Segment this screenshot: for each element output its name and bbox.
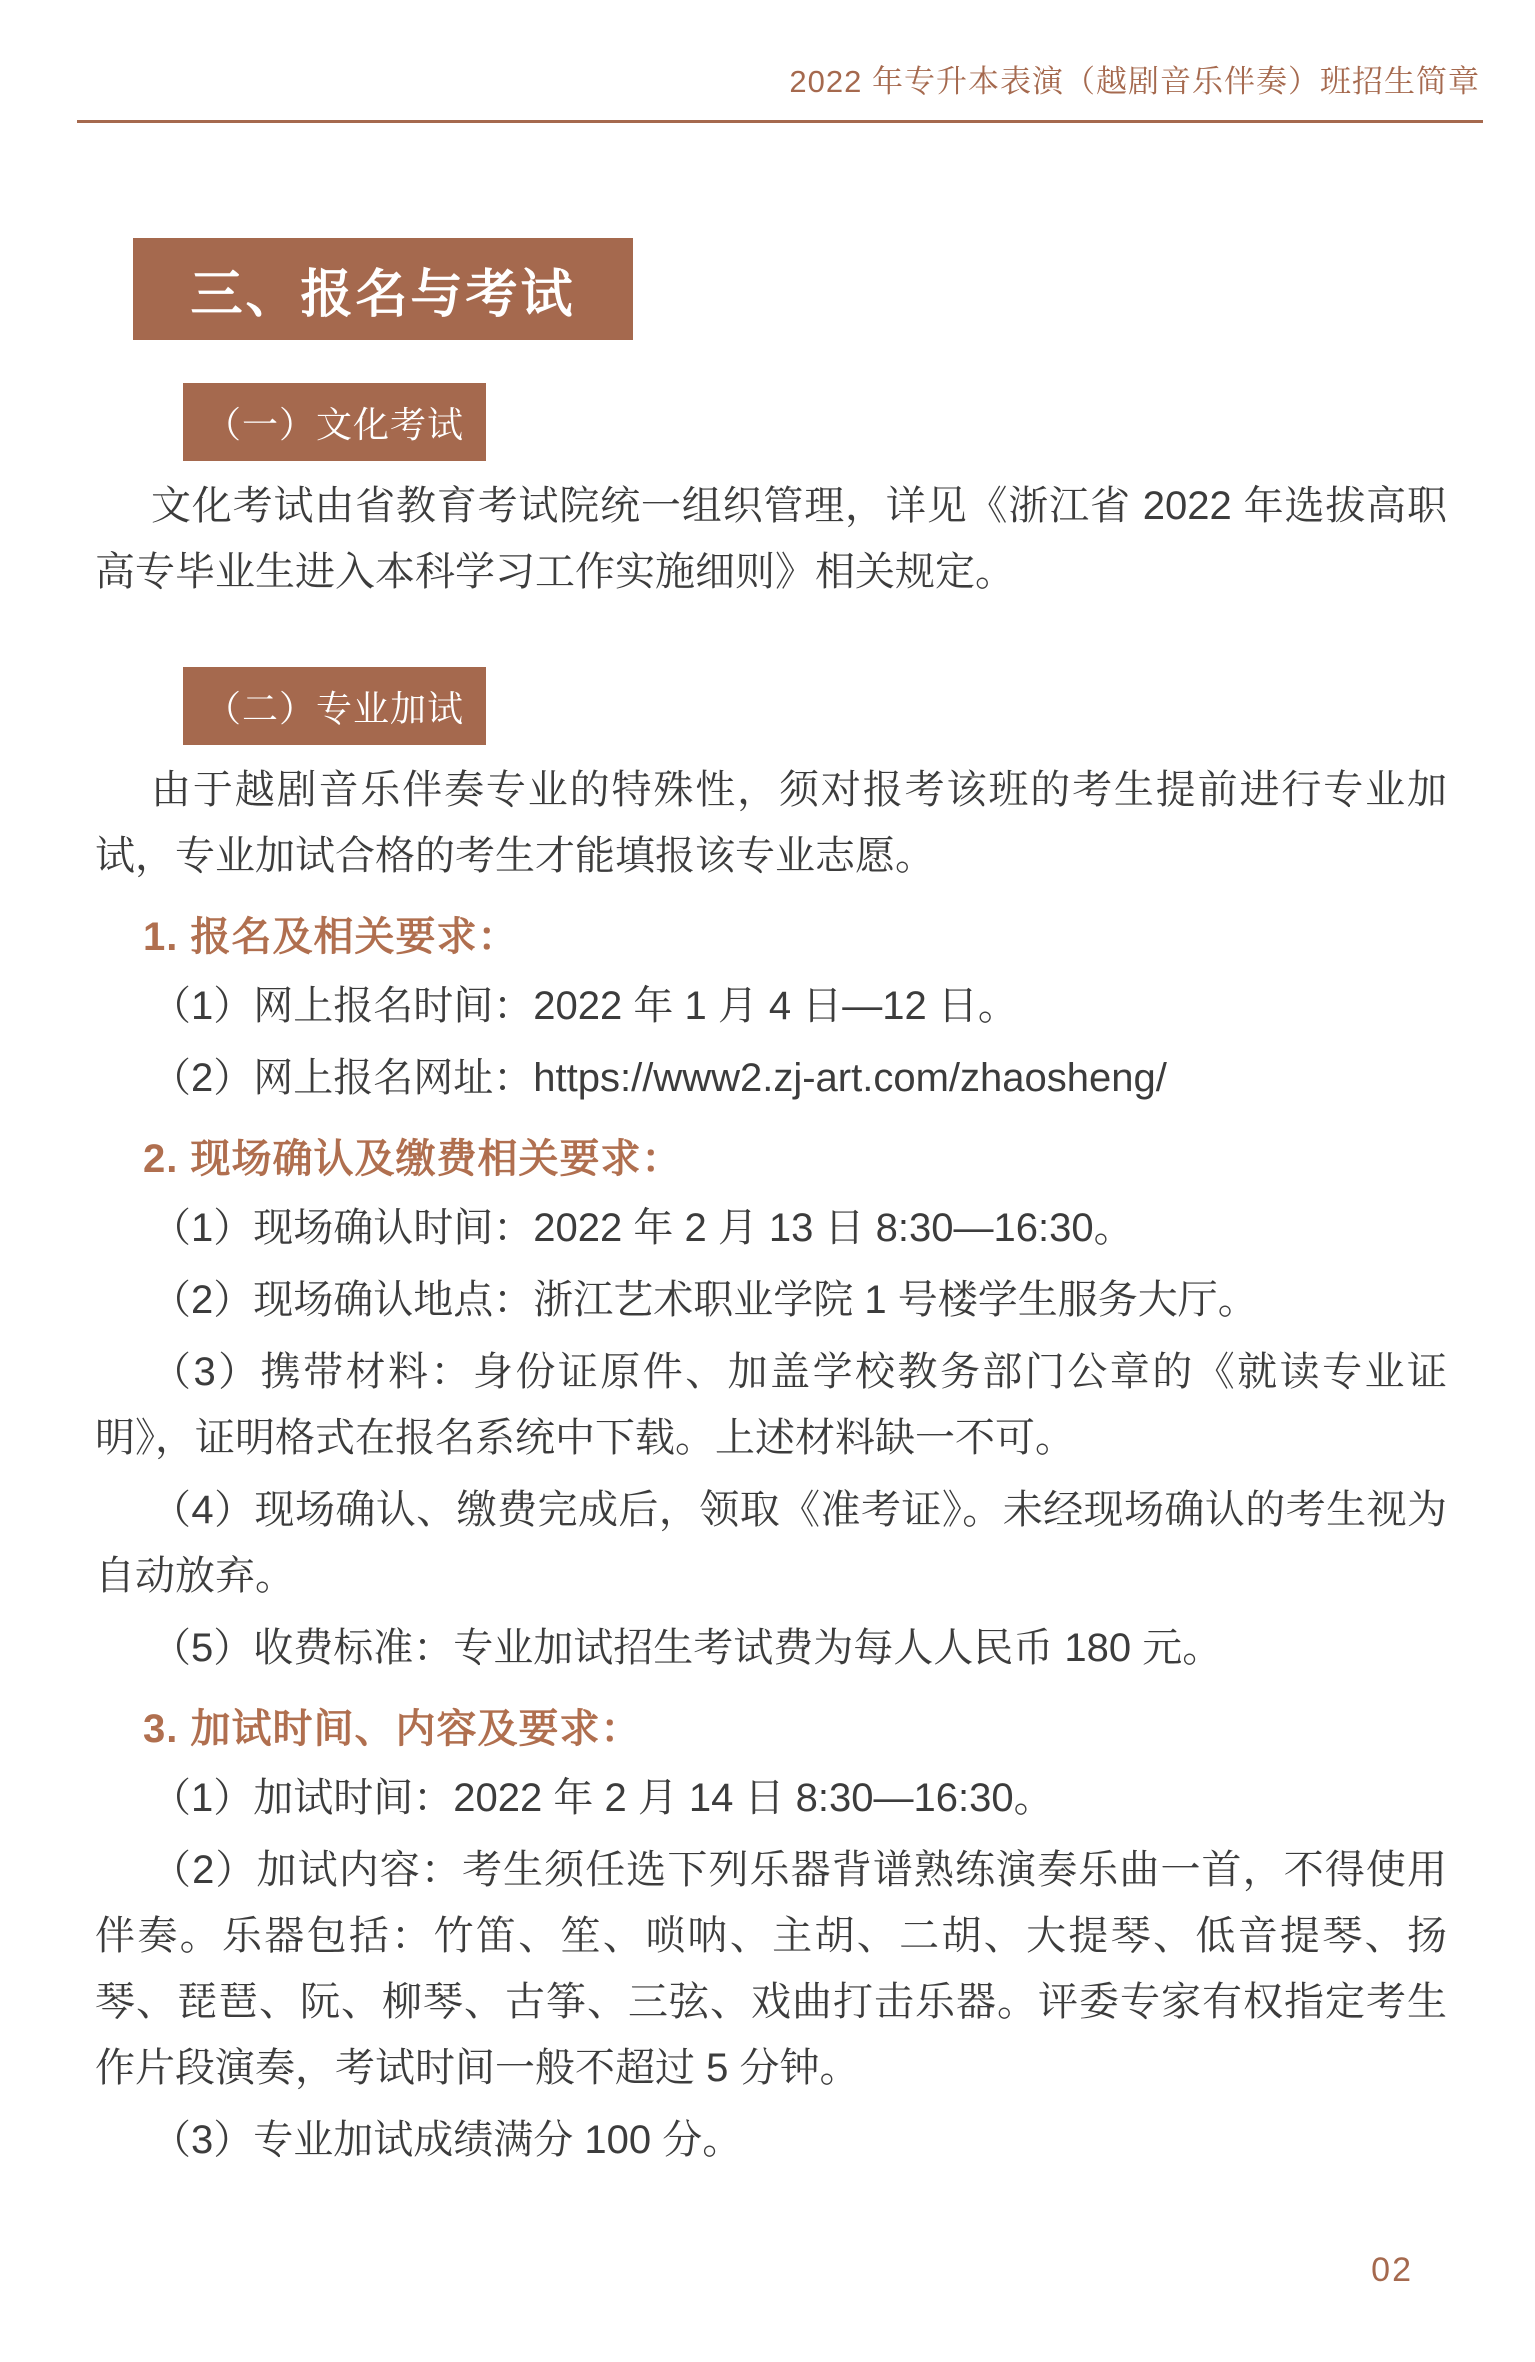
subsection-1-paragraph: 文化考试由省教育考试院统一组织管理，详见《浙江省 2022 年选拔高职高专毕业生进入本科学习工作实施细则》相关规定。 — [95, 484, 1447, 594]
subsection-2-paragraph: 由于越剧音乐伴奏专业的特殊性，须对报考该班的考生提前进行专业加试，专业加试合格的考生才能填报该专业志愿。 — [95, 768, 1447, 878]
subsection-1-heading: （一）文化考试 — [183, 383, 486, 461]
part-2-heading: 2. 现场确认及缴费相关要求： — [143, 1137, 683, 1181]
section-title: 三、报名与考试 — [133, 238, 633, 340]
list-item: （2）加试内容：考生须任选下列乐器背谱熟练演奏乐曲一首，不得使用伴奏。乐器包括：竹笛、笙、唢呐、主胡、二胡、大提琴、低音提琴、扬琴、琵琶、阮、柳琴、古筝、三弦、戏曲打击乐器。评委专家有权指定考生作片段演奏，考试时间一般不超过 5 分钟。 — [95, 1848, 1447, 2090]
running-header-title: 2022 年专升本表演（越剧音乐伴奏）班招生简章 — [789, 64, 1480, 99]
subsection-2-heading: （二）专业加试 — [183, 667, 486, 745]
list-item: （3）专业加试成绩满分 100 分。 — [151, 2118, 743, 2162]
header-divider-rule — [77, 120, 1483, 123]
list-item: （5）收费标准：专业加试招生考试费为每人人民币 180 元。 — [151, 1626, 1223, 1670]
page-number: 02 — [1371, 2251, 1413, 2289]
list-item: （2）现场确认地点：浙江艺术职业学院 1 号楼学生服务大厅。 — [151, 1278, 1258, 1322]
list-item: （1）网上报名时间：2022 年 1 月 4 日—12 日。 — [151, 984, 1018, 1028]
list-item: （1）加试时间：2022 年 2 月 14 日 8:30—16:30。 — [151, 1776, 1054, 1820]
list-item: （1）现场确认时间：2022 年 2 月 13 日 8:30—16:30。 — [151, 1206, 1134, 1250]
part-3-heading: 3. 加试时间、内容及要求： — [143, 1707, 642, 1751]
list-item: （4）现场确认、缴费完成后，领取《准考证》。未经现场确认的考生视为自动放弃。 — [95, 1488, 1447, 1598]
part-1-heading: 1. 报名及相关要求： — [143, 915, 519, 959]
list-item-with-url: （2）网上报名网址：https://www2.zj-art.com/zhaosheng/ — [151, 1056, 1167, 1100]
list-item: （3）携带材料：身份证原件、加盖学校教务部门公章的《就读专业证明》，证明格式在报名系统中下载。上述材料缺一不可。 — [95, 1350, 1447, 1460]
document-body — [95, 238, 1447, 2173]
